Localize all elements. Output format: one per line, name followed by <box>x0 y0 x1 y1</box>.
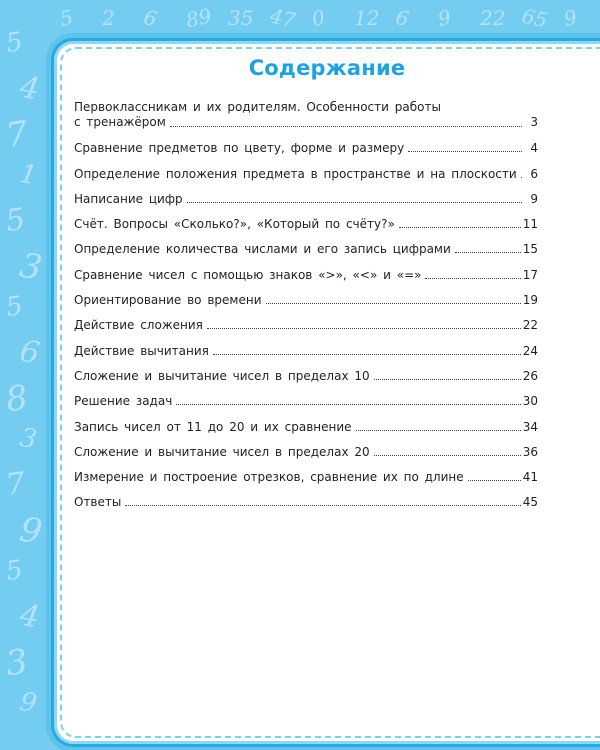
toc-entry-label: Запись чисел от 11 до 20 и их сравнение <box>74 419 352 434</box>
toc-page-number: 45 <box>522 495 538 510</box>
toc-entry[interactable] <box>74 181 538 206</box>
leader-dots <box>521 176 522 178</box>
toc-page-number: 24 <box>522 343 538 358</box>
toc-entry[interactable] <box>74 332 538 357</box>
decor-digit: 35 <box>228 6 254 30</box>
decor-digit: 1 <box>17 158 40 192</box>
decor-digit: 9 <box>16 509 45 553</box>
toc-page-number: 41 <box>522 470 538 485</box>
leader-dots <box>213 353 521 355</box>
toc-entry-label: Сравнение предметов по цвету, форме и размеру <box>74 141 405 156</box>
decor-digit: 6 <box>393 4 412 32</box>
decor-digit: 5 <box>3 201 28 240</box>
toc-entry-label: Счёт. Вопросы «Сколько?», «Который по счёту?» <box>74 217 395 232</box>
leader-dots <box>425 277 520 279</box>
leader-dots <box>266 302 521 304</box>
toc-entry-label-line1: Первоклассникам и их родителям. Особенности работы <box>74 100 441 114</box>
leader-dots <box>356 429 521 431</box>
decor-digit: 7 <box>3 113 31 157</box>
toc-entry-label: Сложение и вычитание чисел в пределах 20 <box>74 444 370 459</box>
toc-entry[interactable] <box>74 408 538 433</box>
decor-digit: 9 <box>17 686 40 720</box>
page-title: Содержание <box>248 56 406 80</box>
toc-entry[interactable] <box>74 282 538 307</box>
toc-page-number: 30 <box>522 394 538 409</box>
toc-entry-label: Ориентирование во времени <box>74 293 262 308</box>
leader-dots <box>207 327 521 329</box>
toc-entry[interactable] <box>74 231 538 256</box>
decor-digit: 3 <box>16 245 45 289</box>
leader-dots <box>399 226 521 228</box>
decor-digit: 65 <box>519 3 550 33</box>
toc-page-number: 22 <box>522 318 538 333</box>
toc-page-number: 36 <box>522 444 538 459</box>
decor-digit: 2 <box>102 6 115 30</box>
table-of-contents <box>74 94 538 509</box>
toc-entry[interactable] <box>74 459 538 484</box>
toc-page-number: 6 <box>530 166 538 181</box>
toc-entry-label: Сложение и вычитание чисел в пределах 10 <box>74 368 370 383</box>
toc-entry[interactable] <box>74 383 538 408</box>
toc-page-number: 9 <box>530 191 538 206</box>
leader-dots <box>125 504 520 506</box>
toc-page-number: 15 <box>522 242 538 257</box>
toc-entry[interactable] <box>74 155 538 180</box>
toc-entry-label: Определение количества числами и его запись цифрами <box>74 242 451 257</box>
toc-entry[interactable] <box>74 256 538 281</box>
toc-page-number: 4 <box>530 141 538 156</box>
decor-digit: 9 <box>561 4 580 32</box>
toc-entry[interactable] <box>74 130 538 155</box>
toc-entry-label: Написание цифр <box>74 191 183 206</box>
toc-entry-label: Ответы <box>74 495 122 510</box>
toc-entry-label: Действие сложения <box>74 318 203 333</box>
decor-digit: 12 <box>354 6 380 30</box>
decor-digit: 0 <box>309 4 328 32</box>
toc-entry-label: с тренажёром <box>74 115 166 129</box>
toc-page-number: 17 <box>522 267 538 282</box>
toc-entry-label: Решение задач <box>74 394 173 409</box>
toc-entry-label: Измерение и построение отрезков, сравнение их по длине <box>74 470 464 485</box>
leader-dots <box>455 251 521 253</box>
decor-digit: 5 <box>57 4 76 32</box>
leader-dots <box>408 150 522 152</box>
decor-digit: 3 <box>3 641 31 685</box>
decor-digit: 5 <box>3 554 25 588</box>
toc-entry[interactable] <box>74 94 538 130</box>
toc-page-number: 11 <box>522 217 538 232</box>
leader-dots <box>176 403 520 405</box>
toc-entry-label: Определение положения предмета в пространстве и на плоскости <box>74 166 517 181</box>
toc-page-number: 19 <box>522 293 538 308</box>
decor-digit: 5 <box>3 290 25 324</box>
leader-dots <box>374 454 521 456</box>
toc-page-number: 3 <box>530 115 538 129</box>
decor-digit: 4 <box>17 597 43 636</box>
toc-entry-label: Действие вычитания <box>74 343 209 358</box>
toc-page-number: 34 <box>522 419 538 434</box>
toc-entry-label: Сравнение чисел с помощью знаков «>», «<» и «=» <box>74 267 422 282</box>
decor-digit: 9 <box>435 4 454 32</box>
toc-entry[interactable] <box>74 307 538 332</box>
toc-entry[interactable] <box>74 206 538 231</box>
toc-entry[interactable] <box>74 484 538 509</box>
decor-digit: 6 <box>17 333 43 372</box>
leader-dots <box>170 125 522 127</box>
decor-digit: 3 <box>17 422 40 456</box>
toc-entry[interactable] <box>74 358 538 383</box>
leader-dots <box>374 378 521 380</box>
decor-digit: 47 <box>267 3 298 33</box>
leader-dots <box>468 479 521 481</box>
decor-digit: 22 <box>480 6 506 30</box>
decor-digit: 89 <box>183 3 214 33</box>
decor-digit: 6 <box>141 4 160 32</box>
decor-digit: 7 <box>3 465 28 504</box>
decor-digit: 5 <box>3 26 25 60</box>
decor-digit: 4 <box>17 69 43 108</box>
decor-digit: 8 <box>3 377 31 421</box>
leader-dots <box>187 201 522 203</box>
toc-page-number: 26 <box>522 368 538 383</box>
toc-entry[interactable] <box>74 434 538 459</box>
